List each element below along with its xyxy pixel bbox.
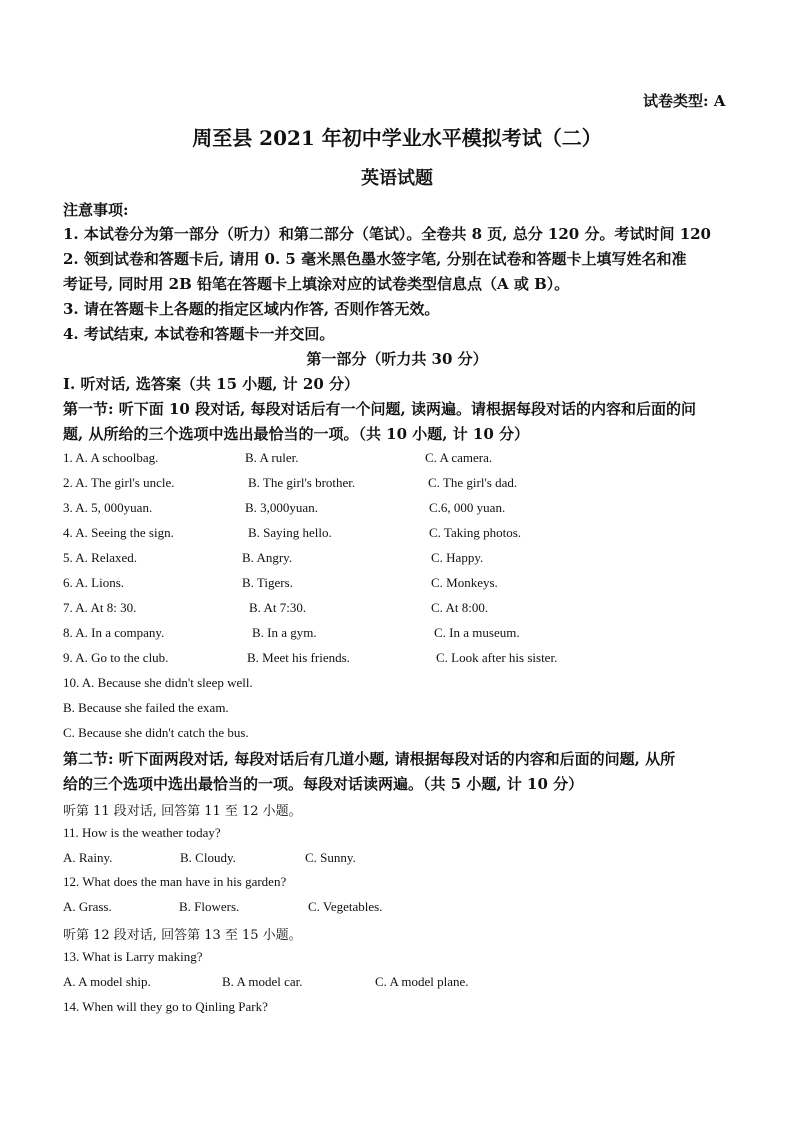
q4-option-c: C. Taking photos. [429,525,522,540]
paper-type: 试卷类型: A [643,92,726,110]
q1-option-a: 1. A. A schoolbag. [63,450,159,465]
notice-item: 2. 领到试卷和答题卡后, 请用 0. 5 毫米黑色墨水签字笔, 分别在试卷和答题卡上填写姓名和准 [63,250,687,268]
dialogue12-instruction: 听第 12 段对话, 回答第 13 至 15 小题。 [63,928,302,943]
q1-option-b: B. A ruler. [245,450,299,465]
part1-title: 第一部分（听力共 30 分） [306,350,488,368]
q12-option-c: C. Vegetables. [308,899,383,914]
q7-option-c: C. At 8:00. [431,600,489,615]
q12-option-a: A. Grass. [63,899,112,914]
q7-option-a: 7. A. At 8: 30. [63,600,137,615]
q4-option-a: 4. A. Seeing the sign. [63,525,174,540]
q9-option-c: C. Look after his sister. [436,650,558,665]
notice-item: 4. 考试结束, 本试卷和答题卡一并交回。 [63,325,335,343]
q10-option-c: C. Because she didn't catch the bus. [63,725,249,740]
q3-option-c: C.6, 000 yuan. [429,500,506,515]
q11-option-b: B. Cloudy. [180,850,236,865]
q3-option-a: 3. A. 5, 000yuan. [63,500,153,515]
q12-option-b: B. Flowers. [179,899,240,914]
dialogue11-instruction: 听第 11 段对话, 回答第 11 至 12 小题。 [63,804,302,819]
notice-heading: 注意事项: [63,201,129,219]
notice-item: 考证号, 同时用 2B 铅笔在答题卡上填涂对应的试卷类型信息点（A 或 B）。 [63,275,570,293]
notice-item: 3. 请在答题卡上各题的指定区域内作答, 否则作答无效。 [63,300,440,318]
notice-item: 1. 本试卷分为第一部分（听力）和第二部分（笔试）。全卷共 8 页, 总分 120 分。考试时间 120 [63,225,711,243]
section1-instruction: 第一节: 听下面 10 段对话, 每段对话后有一个问题, 读两遍。请根据每段对话的内容和后面的问 [63,400,696,418]
q6-option-c: C. Monkeys. [431,575,498,590]
q8-option-b: B. In a gym. [252,625,317,640]
q13-option-c: C. A model plane. [375,974,469,989]
subject-title: 英语试题 [361,168,433,189]
q11-option-a: A. Rainy. [63,850,113,865]
section2-instruction: 第二节: 听下面两段对话, 每段对话后有几道小题, 请根据每段对话的内容和后面的问题, 从所 [63,750,676,768]
q13-option-a: A. A model ship. [63,974,151,989]
q13-stem: 13. What is Larry making? [63,949,203,964]
q9-option-b: B. Meet his friends. [247,650,350,665]
q9-option-a: 9. A. Go to the club. [63,650,169,665]
q2-option-b: B. The girl's brother. [248,475,356,490]
q11-option-c: C. Sunny. [305,850,356,865]
q8-option-a: 8. A. In a company. [63,625,165,640]
section-I-title: I. 听对话, 选答案（共 15 小题, 计 20 分） [63,375,359,393]
q6-option-b: B. Tigers. [242,575,293,590]
q12-stem: 12. What does the man have in his garden? [63,874,287,889]
q4-option-b: B. Saying hello. [248,525,332,540]
q10-option-b: B. Because she failed the exam. [63,700,229,715]
q14-stem: 14. When will they go to Qinling Park? [63,999,268,1014]
q5-option-b: B. Angry. [242,550,293,565]
q8-option-c: C. In a museum. [434,625,520,640]
q7-option-b: B. At 7:30. [249,600,307,615]
q2-option-a: 2. A. The girl's uncle. [63,475,175,490]
q3-option-b: B. 3,000yuan. [245,500,318,515]
q13-option-b: B. A model car. [222,974,303,989]
q2-option-c: C. The girl's dad. [428,475,518,490]
q11-stem: 11. How is the weather today? [63,825,221,840]
section2-instruction: 给的三个选项中选出最恰当的一项。每段对话读两遍。（共 5 小题, 计 10 分） [63,775,584,793]
exam-title: 周至县 2021 年初中学业水平模拟考试（二） [192,126,602,150]
q5-option-c: C. Happy. [431,550,484,565]
q10-option-a: 10. A. Because she didn't sleep well. [63,675,253,690]
section1-instruction: 题, 从所给的三个选项中选出最恰当的一项。（共 10 小题, 计 10 分） [63,425,530,443]
q1-option-c: C. A camera. [425,450,493,465]
q6-option-a: 6. A. Lions. [63,575,125,590]
q5-option-a: 5. A. Relaxed. [63,550,138,565]
